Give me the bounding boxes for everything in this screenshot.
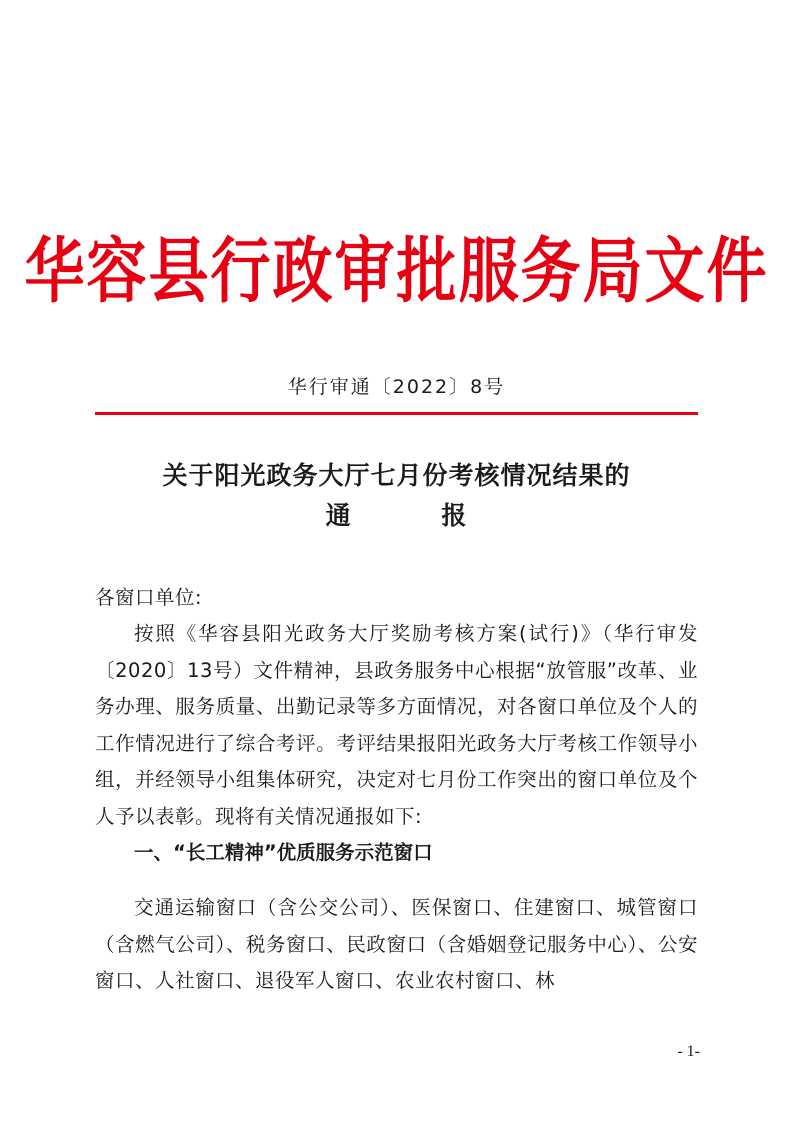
document-header-title: 华容县行政审批服务局文件 [24, 230, 769, 314]
body-paragraph-1: 按照《华容县阳光政务大厅奖励考核方案(试行)》（华行审发〔2020〕13号）文件精神，县政务服务中心根据“放管服”改革、业务办理、服务质量、出勤记录等多方面情况，对各窗口单位及个人的工作情况进行了综合考评。考评结果报阳光政务大厅考核工作领导小组，并经领导小组集体研究，决定对七月份工作突出的窗口单位及个人予以表彰。现将有关情况通报如下: [95, 622, 698, 828]
notice-title-line-1: 关于阳光政务大厅七月份考核情况结果的 [162, 461, 631, 490]
page-number: - 1- [677, 1043, 700, 1060]
document-number: 华行审通〔2022〕8号 [287, 376, 506, 398]
section-heading-1: 一、“长工精神”优质服务示范窗口 [134, 841, 433, 864]
salutation: 各窗口单位: [95, 586, 203, 609]
red-header-rule [95, 412, 698, 415]
body-paragraph-2: 交通运输窗口（含公交公司）、医保窗口、住建窗口、城管窗口（含燃气公司）、税务窗口、民政窗口（含婚姻登记服务中心）、公安窗口、人社窗口、退役军人窗口、农业农村窗口、林 [95, 896, 698, 992]
notice-title-line-2: 通 报 [325, 501, 468, 530]
